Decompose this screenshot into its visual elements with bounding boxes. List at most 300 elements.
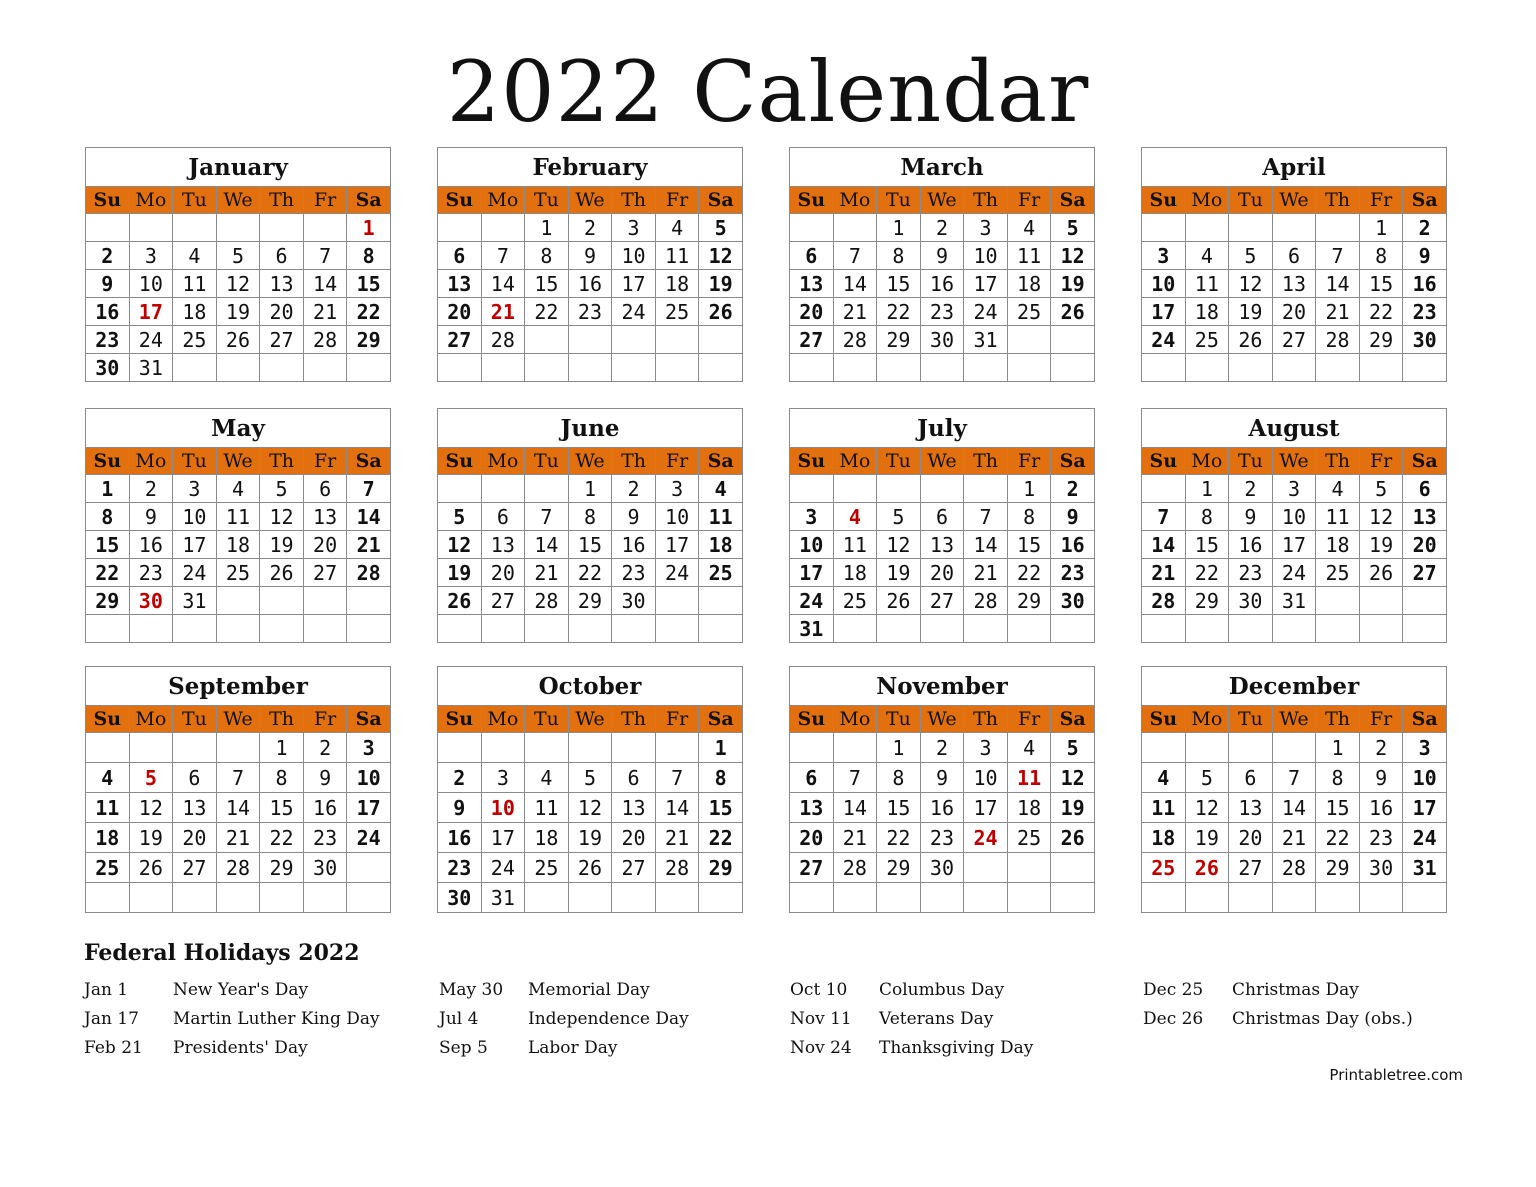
- weekday-label: Tu: [525, 187, 569, 214]
- day-cell: 31: [1403, 853, 1447, 883]
- day-cell: 6: [173, 763, 217, 793]
- day-cell: [877, 615, 921, 643]
- day-cell: 29: [877, 853, 921, 883]
- day-cell: [1229, 883, 1273, 913]
- day-cell: 17: [129, 298, 173, 326]
- day-cell: 18: [1142, 823, 1186, 853]
- day-cell: [699, 587, 743, 615]
- day-cell: 2: [129, 475, 173, 503]
- day-cell: [1359, 587, 1403, 615]
- day-cell: 23: [920, 823, 964, 853]
- day-cell: 7: [303, 242, 347, 270]
- day-cell: 18: [1316, 531, 1360, 559]
- month-may: [85, 408, 391, 643]
- day-cell: 23: [438, 853, 482, 883]
- day-cell: 8: [1359, 242, 1403, 270]
- day-cell: [525, 733, 569, 763]
- weekday-label: Tu: [877, 706, 921, 733]
- weekday-label: Th: [1316, 706, 1360, 733]
- day-cell: [964, 475, 1008, 503]
- day-cell: 13: [438, 270, 482, 298]
- day-cell: [1272, 214, 1316, 242]
- holiday-item: [439, 1038, 779, 1067]
- day-cell: 25: [1316, 559, 1360, 587]
- day-cell: 30: [438, 883, 482, 913]
- day-cell: 7: [481, 242, 525, 270]
- day-cell: 21: [833, 298, 877, 326]
- day-cell: 29: [86, 587, 130, 615]
- day-cell: 19: [1229, 298, 1273, 326]
- day-cell: [1185, 883, 1229, 913]
- day-cell: [260, 883, 304, 913]
- day-cell: 19: [1359, 531, 1403, 559]
- day-cell: 23: [920, 298, 964, 326]
- weekday-label: Sa: [347, 706, 391, 733]
- day-cell: 6: [920, 503, 964, 531]
- weekday-label: Fr: [1007, 706, 1051, 733]
- day-cell: 31: [129, 354, 173, 382]
- weekday-label: Sa: [699, 187, 743, 214]
- day-cell: 9: [438, 793, 482, 823]
- day-cell: 14: [964, 531, 1008, 559]
- day-cell: 8: [1185, 503, 1229, 531]
- day-cell: 1: [260, 733, 304, 763]
- weekday-label: Th: [964, 706, 1008, 733]
- day-cell: 27: [481, 587, 525, 615]
- day-cell: 17: [1403, 793, 1447, 823]
- day-cell: 16: [303, 793, 347, 823]
- weekday-label: Mo: [833, 187, 877, 214]
- weekday-label: Fr: [655, 448, 699, 475]
- day-cell: [216, 883, 260, 913]
- weekday-label: Mo: [481, 448, 525, 475]
- day-cell: 26: [699, 298, 743, 326]
- day-cell: 27: [438, 326, 482, 354]
- day-cell: 6: [790, 242, 834, 270]
- day-cell: 15: [877, 270, 921, 298]
- weekday-label: Sa: [1051, 448, 1095, 475]
- day-cell: 15: [877, 793, 921, 823]
- day-cell: 25: [1185, 326, 1229, 354]
- day-cell: 19: [568, 823, 612, 853]
- day-cell: 14: [1142, 531, 1186, 559]
- day-cell: [964, 853, 1008, 883]
- weekday-label: Mo: [1185, 187, 1229, 214]
- day-cell: [833, 475, 877, 503]
- day-cell: 26: [568, 853, 612, 883]
- day-cell: 8: [1316, 763, 1360, 793]
- day-cell: 21: [525, 559, 569, 587]
- day-cell: 10: [612, 242, 656, 270]
- day-cell: 18: [655, 270, 699, 298]
- day-cell: 16: [1229, 531, 1273, 559]
- weekday-label: Fr: [303, 187, 347, 214]
- weekday-label: Th: [612, 448, 656, 475]
- day-cell: 28: [347, 559, 391, 587]
- day-cell: 11: [655, 242, 699, 270]
- day-cell: 26: [1051, 823, 1095, 853]
- weekday-label: Mo: [481, 706, 525, 733]
- day-cell: 5: [877, 503, 921, 531]
- weekday-label: Su: [86, 448, 130, 475]
- day-cell: 24: [1142, 326, 1186, 354]
- day-cell: 15: [1185, 531, 1229, 559]
- holiday-date: Jan 17: [84, 1009, 139, 1029]
- day-cell: 2: [612, 475, 656, 503]
- day-cell: 26: [1229, 326, 1273, 354]
- weekday-label: Tu: [173, 448, 217, 475]
- day-cell: 16: [86, 298, 130, 326]
- day-cell: [655, 733, 699, 763]
- day-cell: 28: [655, 853, 699, 883]
- weekday-label: Fr: [1359, 448, 1403, 475]
- day-cell: 15: [86, 531, 130, 559]
- day-cell: [173, 615, 217, 643]
- day-cell: 1: [86, 475, 130, 503]
- day-cell: 17: [1272, 531, 1316, 559]
- day-cell: 20: [790, 823, 834, 853]
- day-cell: [568, 615, 612, 643]
- day-cell: 13: [790, 270, 834, 298]
- day-cell: 16: [612, 531, 656, 559]
- day-cell: [260, 214, 304, 242]
- day-cell: 7: [347, 475, 391, 503]
- day-cell: 6: [481, 503, 525, 531]
- day-cell: 25: [833, 587, 877, 615]
- day-cell: 27: [303, 559, 347, 587]
- day-cell: 20: [438, 298, 482, 326]
- day-cell: 3: [790, 503, 834, 531]
- day-cell: 19: [216, 298, 260, 326]
- day-cell: 10: [1142, 270, 1186, 298]
- day-cell: [260, 615, 304, 643]
- day-cell: [347, 853, 391, 883]
- day-cell: 24: [964, 298, 1008, 326]
- day-cell: 19: [1185, 823, 1229, 853]
- day-cell: [1316, 587, 1360, 615]
- day-cell: 5: [260, 475, 304, 503]
- weekday-label: Th: [612, 187, 656, 214]
- day-cell: 18: [86, 823, 130, 853]
- month-name: October: [438, 667, 743, 706]
- holiday-name: Christmas Day (obs.): [1232, 1009, 1413, 1029]
- day-cell: 4: [1007, 733, 1051, 763]
- day-cell: 12: [216, 270, 260, 298]
- day-cell: 23: [1229, 559, 1273, 587]
- day-cell: 5: [1359, 475, 1403, 503]
- day-cell: 4: [86, 763, 130, 793]
- day-cell: 12: [699, 242, 743, 270]
- day-cell: [129, 883, 173, 913]
- day-cell: 12: [877, 531, 921, 559]
- month-name: January: [86, 148, 391, 187]
- day-cell: 15: [1007, 531, 1051, 559]
- day-cell: 2: [86, 242, 130, 270]
- day-cell: [1229, 214, 1273, 242]
- weekday-label: Su: [1142, 187, 1186, 214]
- weekday-label: We: [920, 448, 964, 475]
- day-cell: [964, 883, 1008, 913]
- day-cell: 9: [129, 503, 173, 531]
- day-cell: [1185, 615, 1229, 643]
- day-cell: 12: [1185, 793, 1229, 823]
- day-cell: 26: [1185, 853, 1229, 883]
- month-april: [1141, 147, 1447, 382]
- day-cell: [1403, 883, 1447, 913]
- day-cell: 3: [964, 733, 1008, 763]
- holiday-date: Sep 5: [439, 1038, 488, 1058]
- weekday-label: Sa: [1403, 448, 1447, 475]
- holiday-item: [439, 1009, 779, 1038]
- day-cell: 28: [481, 326, 525, 354]
- day-cell: 12: [1229, 270, 1273, 298]
- day-cell: [1359, 615, 1403, 643]
- day-cell: 2: [1229, 475, 1273, 503]
- day-cell: 29: [260, 853, 304, 883]
- day-cell: 29: [347, 326, 391, 354]
- day-cell: [481, 733, 525, 763]
- day-cell: 11: [525, 793, 569, 823]
- day-cell: 9: [1051, 503, 1095, 531]
- day-cell: 13: [920, 531, 964, 559]
- day-cell: 31: [964, 326, 1008, 354]
- day-cell: 11: [1185, 270, 1229, 298]
- day-cell: 4: [173, 242, 217, 270]
- day-cell: 29: [1185, 587, 1229, 615]
- weekday-label: We: [216, 706, 260, 733]
- day-cell: 29: [877, 326, 921, 354]
- day-cell: 4: [1007, 214, 1051, 242]
- day-cell: 21: [481, 298, 525, 326]
- holiday-item: [84, 1038, 424, 1067]
- day-cell: [1142, 214, 1186, 242]
- holiday-name: Memorial Day: [528, 980, 650, 1000]
- day-cell: [877, 883, 921, 913]
- day-cell: [790, 883, 834, 913]
- day-cell: [1272, 883, 1316, 913]
- day-cell: 28: [216, 853, 260, 883]
- weekday-label: Fr: [303, 706, 347, 733]
- day-cell: [1051, 883, 1095, 913]
- holiday-item: [1143, 980, 1483, 1009]
- weekday-label: Th: [260, 706, 304, 733]
- day-cell: 14: [303, 270, 347, 298]
- month-january: [85, 147, 391, 382]
- day-cell: [655, 587, 699, 615]
- day-cell: 14: [347, 503, 391, 531]
- day-cell: 6: [612, 763, 656, 793]
- day-cell: 19: [877, 559, 921, 587]
- day-cell: 29: [1359, 326, 1403, 354]
- day-cell: 14: [655, 793, 699, 823]
- day-cell: [1272, 354, 1316, 382]
- day-cell: 18: [699, 531, 743, 559]
- day-cell: 16: [920, 793, 964, 823]
- day-cell: [86, 615, 130, 643]
- day-cell: [1272, 733, 1316, 763]
- day-cell: 31: [790, 615, 834, 643]
- weekday-label: Fr: [1007, 187, 1051, 214]
- day-cell: [1142, 475, 1186, 503]
- day-cell: [833, 733, 877, 763]
- day-cell: 4: [1316, 475, 1360, 503]
- day-cell: [612, 733, 656, 763]
- weekday-label: Su: [438, 448, 482, 475]
- day-cell: 18: [1007, 793, 1051, 823]
- day-cell: 4: [216, 475, 260, 503]
- day-cell: 29: [699, 853, 743, 883]
- month-july: [789, 408, 1095, 643]
- day-cell: [1316, 615, 1360, 643]
- day-cell: [260, 587, 304, 615]
- day-cell: 20: [1272, 298, 1316, 326]
- day-cell: [790, 733, 834, 763]
- day-cell: [438, 733, 482, 763]
- day-cell: 25: [699, 559, 743, 587]
- weekday-label: We: [1272, 187, 1316, 214]
- day-cell: 27: [920, 587, 964, 615]
- day-cell: 30: [612, 587, 656, 615]
- day-cell: [1007, 853, 1051, 883]
- day-cell: 13: [1229, 793, 1273, 823]
- day-cell: 21: [964, 559, 1008, 587]
- day-cell: [833, 883, 877, 913]
- day-cell: 20: [612, 823, 656, 853]
- day-cell: 9: [612, 503, 656, 531]
- day-cell: 6: [790, 763, 834, 793]
- day-cell: [86, 883, 130, 913]
- day-cell: 3: [655, 475, 699, 503]
- day-cell: 8: [260, 763, 304, 793]
- day-cell: 5: [1229, 242, 1273, 270]
- day-cell: [1051, 354, 1095, 382]
- day-cell: 19: [438, 559, 482, 587]
- day-cell: 2: [1359, 733, 1403, 763]
- weekday-label: Th: [260, 448, 304, 475]
- day-cell: 25: [525, 853, 569, 883]
- day-cell: [699, 883, 743, 913]
- weekday-label: We: [1272, 448, 1316, 475]
- weekday-label: Su: [86, 187, 130, 214]
- day-cell: 6: [1229, 763, 1273, 793]
- day-cell: 11: [1142, 793, 1186, 823]
- day-cell: 9: [920, 242, 964, 270]
- day-cell: 5: [1051, 214, 1095, 242]
- day-cell: 4: [1142, 763, 1186, 793]
- day-cell: 17: [964, 793, 1008, 823]
- day-cell: 20: [173, 823, 217, 853]
- holiday-name: Thanksgiving Day: [879, 1038, 1034, 1058]
- day-cell: 4: [525, 763, 569, 793]
- day-cell: 23: [129, 559, 173, 587]
- day-cell: 7: [525, 503, 569, 531]
- day-cell: 16: [1051, 531, 1095, 559]
- weekday-label: Th: [1316, 187, 1360, 214]
- day-cell: 21: [1316, 298, 1360, 326]
- day-cell: 22: [525, 298, 569, 326]
- day-cell: 16: [1403, 270, 1447, 298]
- holiday-name: Veterans Day: [879, 1009, 994, 1029]
- day-cell: 31: [1272, 587, 1316, 615]
- weekday-label: We: [920, 187, 964, 214]
- day-cell: 2: [920, 214, 964, 242]
- day-cell: 8: [1007, 503, 1051, 531]
- day-cell: 19: [1051, 270, 1095, 298]
- weekday-label: We: [1272, 706, 1316, 733]
- day-cell: 30: [920, 326, 964, 354]
- day-cell: 12: [1359, 503, 1403, 531]
- month-february: [437, 147, 743, 382]
- day-cell: 4: [1185, 242, 1229, 270]
- holidays-heading: Federal Holidays 2022: [84, 940, 360, 966]
- day-cell: 30: [1051, 587, 1095, 615]
- day-cell: 24: [655, 559, 699, 587]
- month-name: September: [86, 667, 391, 706]
- day-cell: 20: [1229, 823, 1273, 853]
- day-cell: [347, 883, 391, 913]
- day-cell: [173, 214, 217, 242]
- day-cell: [655, 354, 699, 382]
- day-cell: 23: [1359, 823, 1403, 853]
- day-cell: 23: [1403, 298, 1447, 326]
- day-cell: 5: [568, 763, 612, 793]
- day-cell: 5: [216, 242, 260, 270]
- day-cell: [1185, 214, 1229, 242]
- day-cell: 27: [260, 326, 304, 354]
- day-cell: [525, 475, 569, 503]
- day-cell: 16: [438, 823, 482, 853]
- day-cell: 20: [920, 559, 964, 587]
- day-cell: 11: [216, 503, 260, 531]
- day-cell: [525, 615, 569, 643]
- day-cell: 19: [1051, 793, 1095, 823]
- holiday-date: May 30: [439, 980, 504, 1000]
- day-cell: 24: [612, 298, 656, 326]
- month-september: [85, 666, 391, 913]
- day-cell: 7: [655, 763, 699, 793]
- day-cell: 29: [1007, 587, 1051, 615]
- day-cell: [173, 733, 217, 763]
- day-cell: 23: [612, 559, 656, 587]
- day-cell: 27: [1403, 559, 1447, 587]
- weekday-label: We: [216, 448, 260, 475]
- day-cell: [303, 883, 347, 913]
- day-cell: [173, 354, 217, 382]
- day-cell: [129, 615, 173, 643]
- weekday-label: Tu: [1229, 187, 1273, 214]
- day-cell: 26: [1051, 298, 1095, 326]
- day-cell: 28: [1316, 326, 1360, 354]
- holiday-item: [84, 1009, 424, 1038]
- day-cell: [920, 354, 964, 382]
- holiday-name: Christmas Day: [1232, 980, 1359, 1000]
- month-name: May: [86, 409, 391, 448]
- day-cell: 12: [438, 531, 482, 559]
- day-cell: [699, 326, 743, 354]
- weekday-label: Tu: [1229, 706, 1273, 733]
- day-cell: 7: [833, 763, 877, 793]
- weekday-label: Su: [790, 448, 834, 475]
- weekday-label: Th: [612, 706, 656, 733]
- month-october: [437, 666, 743, 913]
- day-cell: 4: [655, 214, 699, 242]
- day-cell: 13: [1272, 270, 1316, 298]
- weekday-label: Th: [964, 187, 1008, 214]
- day-cell: 13: [260, 270, 304, 298]
- day-cell: 3: [129, 242, 173, 270]
- weekday-label: Fr: [303, 448, 347, 475]
- day-cell: 13: [173, 793, 217, 823]
